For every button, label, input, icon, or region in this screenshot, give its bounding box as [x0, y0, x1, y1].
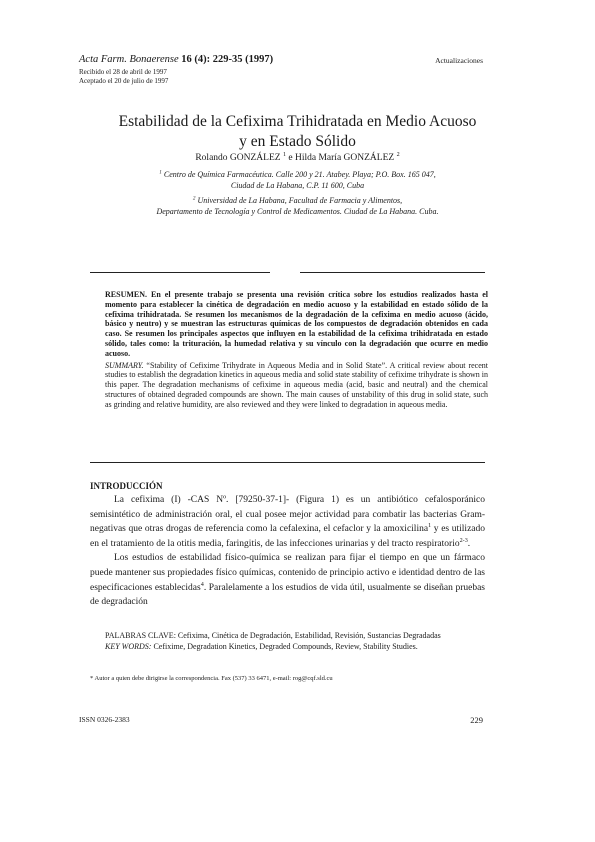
author-2: Hilda María GONZÁLEZ: [295, 153, 395, 163]
citation-ref: 1: [428, 523, 432, 530]
issn: ISSN 0326-2383: [79, 715, 130, 724]
abstract-rule: [90, 462, 485, 463]
article-dates: [79, 68, 168, 86]
keywords-en: [105, 641, 480, 652]
affiliation-1-mark: 1: [159, 169, 162, 176]
affiliation-2-line-1: Universidad de La Habana, Facultad de Farmacia y Alimentos,: [197, 196, 403, 205]
intro-p1-text-b: y es utilizado en el tratamiento de la otitis media, faringitis, de las infecciones urinarias y del tracto respiratorio: [90, 524, 486, 549]
section-label: Actualizaciones: [435, 56, 483, 65]
keywords-block: [105, 630, 480, 652]
keywords-es-text: Cefixima, Cinética de Degradación, Estabilidad, Revisión, Sustancias Degradadas: [177, 631, 441, 640]
journal-name: Acta Farm. Bonaerense: [79, 54, 179, 65]
accepted-date: Aceptado el 20 de julio de 1997: [79, 77, 169, 85]
summary-paragraph: [105, 361, 488, 410]
summary-label: SUMMARY.: [105, 360, 144, 370]
intro-p1-text-c: .: [467, 538, 471, 549]
journal-citation: [79, 54, 273, 65]
keywords-es-label: PALABRAS CLAVE:: [105, 631, 176, 640]
author-1: Rolando GONZÁLEZ: [195, 153, 281, 163]
citation-ref: 2-3: [459, 537, 468, 544]
affiliation-2-line-2: Departamento de Tecnología y Control de Medicamentos. Ciudad de La Habana. Cuba.: [156, 206, 439, 216]
intro-paragraph-1: [90, 493, 485, 551]
page-number: 229: [470, 715, 483, 725]
article-title: [90, 112, 505, 152]
title-line-2: y en Estado Sólido: [239, 133, 356, 150]
intro-p2-text-a: Los estudios de estabilidad físico-química se realizan para fijar el tiempo en que un fármaco puede mantener sus propiedades físico químicas, contenido de principio activo e identidad dentro de las especificaciones establecidas: [90, 553, 485, 593]
keywords-es: [105, 630, 480, 641]
intro-body: [90, 493, 485, 610]
section-heading: INTRODUCCIÓN: [90, 481, 163, 491]
affiliation-1: [90, 170, 505, 191]
volume-issue-pages: 16 (4): 229-35 (1997): [181, 54, 274, 65]
affiliation-1-line-2: Ciudad de La Habana, C.P. 11 600, Cuba: [230, 180, 365, 190]
intro-p2-text-b: . Paralelamente a los estudios de vida útil, usualmente se diseñan pruebas de degradación: [90, 582, 486, 608]
keywords-en-text: Cefixime, Degradation Kinetics, Degraded Compounds, Review, Stability Studies.: [153, 642, 418, 651]
received-date: Recibido el 28 de abril de 1997: [79, 68, 167, 76]
author-list: [90, 153, 505, 163]
rule-right: [300, 272, 485, 273]
summary-text: “Stability of Cefixime Trihydrate in Aqueous Media and in Solid State”. A critical review about recent studies to establish the degradation kinetics in aqueous media and solid state stability of cefixime trihydrate is shown in this paper. The degradation mechanisms of cefixime in aqueous media (acid, basic and neutral) and the chemical structures of obtained degraded compounds are shown. The main causes of unstability of this drug in solid state, such as grinding and relative humidity, are also reviewed and they were linked to degradation in aqueous media.: [105, 360, 489, 409]
resumen-paragraph: [105, 290, 488, 359]
resumen-label: RESUMEN.: [105, 290, 148, 299]
resumen-text: En el presente trabajo se presenta una revisión crítica sobre los estudios realizados hasta el momento para establecer la cinética de degradación en medio acuoso y la estabilidad en estado sólido de la cefixima trihidratada. Se resumen los mecanismos de la degradación de la cefixima en medio acuoso (ácido, básico y neutro) y se muestran las estructuras químicas de los compuestos de degradación obtenidos en cada caso. Se resumen los principales aspectos que influyen en la estabilidad de la cefixima trihidratada en estado sólido, tales como: la trituración, la humedad relativa y su vínculo con la degradación que ocurre en medio acuoso.: [105, 290, 488, 358]
author-joiner: e: [286, 153, 295, 163]
footnote-mark: *: [90, 675, 94, 682]
abstract-block: [105, 290, 488, 410]
title-line-1: Estabilidad de la Cefixima Trihidratada en Medio Acuoso: [118, 113, 477, 130]
keywords-en-label: KEY WORDS:: [105, 642, 152, 651]
footnote-text: Autor a quien debe dirigirse la correspondencia. Fax (537) 33 6471, e-mail: rog@cqf.sld.cu: [94, 675, 333, 682]
intro-p1-text-a: La cefixima (I) -CAS Nº. [79250-37-1]- (Figura 1) es un antibiótico cefalosporánico semisintético de administración oral, el cual posee mejor actividad para combatir las bacterias Gram-negativas que otras drogas de referencia como la cefalexina, el cefaclor y la amoxicilina: [90, 495, 485, 535]
author-2-affil-mark: 2: [396, 151, 400, 158]
citation-ref: 4: [200, 581, 204, 588]
author-1-affil-mark: 1: [282, 151, 287, 158]
affiliation-1-line-1: Centro de Química Farmacéutica. Calle 200 y 21. Atabey. Playa; P.O. Box. 165 047,: [163, 170, 436, 179]
correspondence-footnote: [90, 675, 333, 682]
affiliation-2-mark: 2: [192, 195, 196, 202]
affiliation-2: [90, 196, 505, 217]
rule-left: [90, 272, 270, 273]
intro-paragraph-2: [90, 551, 485, 609]
